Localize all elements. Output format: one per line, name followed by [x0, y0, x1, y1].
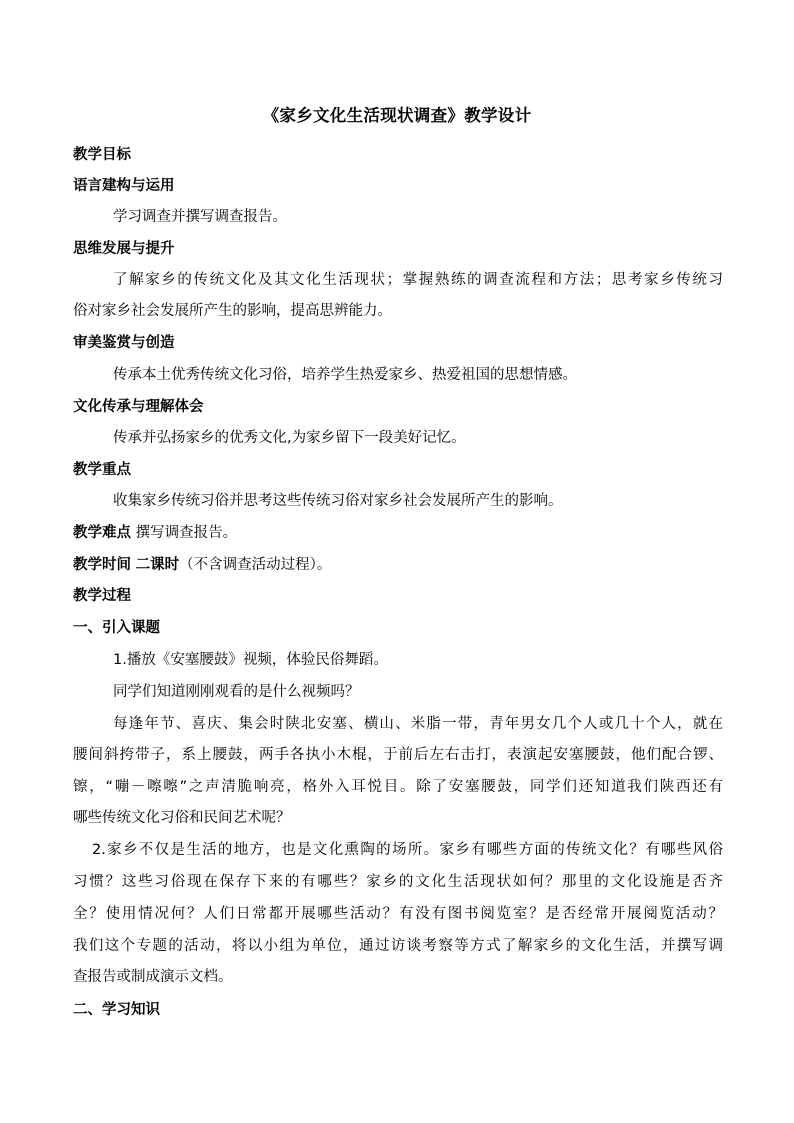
- section-1-item-2-line-3: 全？使用情况何？人们日常都开展哪些活动？有没有图书阅览室？是否经常开展阅览活动？: [73, 906, 723, 922]
- goal-culture-heading: 文化传承与理解体会: [73, 399, 204, 415]
- goal-language-text: 学习调查并撰写调查报告。: [113, 209, 287, 225]
- section-1-para-line-2: 腰间斜挎带子，系上腰鼓，两手各执小木棍，于前后左右击打，表演起安塞腰鼓，他们配合锣、: [73, 747, 723, 763]
- key-points-text: 收集家乡传统习俗并思考这些传统习俗对家乡社会发展所产生的影响。: [113, 493, 563, 509]
- section-1-item-2-line-4: 我们这个专题的活动，将以小组为单位，通过访谈考察等方式了解家乡的文化生活，并撰写调: [73, 938, 723, 954]
- time-note: （不含调查活动过程）。: [179, 557, 332, 573]
- process-heading: 教学过程: [73, 588, 131, 604]
- time-line: [73, 555, 723, 575]
- section-1-question: 同学们知道刚刚观看的是什么视频吗？: [113, 684, 360, 700]
- key-points-heading: 教学重点: [73, 462, 131, 478]
- goals-heading: 教学目标: [73, 147, 131, 163]
- difficulty-text: 撰写调查报告。: [135, 525, 238, 541]
- section-1-item-1: 1.播放《安塞腰鼓》视频，体验民俗舞蹈。: [113, 652, 388, 668]
- goal-thinking-line-1: 了解家乡的传统文化及其文化生活现状；掌握熟练的调查流程和方法；思考家乡传统习: [113, 272, 723, 288]
- section-1-heading: 一、引入课题: [73, 620, 160, 636]
- section-2-heading: 二、学习知识: [73, 1002, 160, 1018]
- section-1-para-line-4: 哪些传统文化习俗和民间艺术呢？: [73, 810, 291, 826]
- document-title: 《家乡文化生活现状调查》教学设计: [262, 106, 532, 125]
- section-1-item-2-line-2: 习惯？这些习俗现在保存下来的有哪些？家乡的文化生活现状如何？那里的文化设施是否齐: [73, 874, 723, 890]
- difficulty-line: [73, 523, 723, 543]
- time-label: 教学时间: [73, 557, 131, 573]
- goal-thinking-heading: 思维发展与提升: [73, 241, 175, 257]
- goal-culture-text: 传承并弘扬家乡的优秀文化,为家乡留下一段美好记忆。: [113, 430, 466, 446]
- goal-language-heading: 语言建构与运用: [73, 178, 175, 194]
- difficulty-label: 教学难点: [73, 525, 131, 541]
- section-1-item-2-line-5: 查报告或制成演示文档。: [73, 969, 233, 985]
- goal-aesthetic-text: 传承本土优秀传统文化习俗，培养学生热爱家乡、热爱祖国的思想情感。: [113, 367, 577, 383]
- goal-aesthetic-heading: 审美鉴赏与创造: [73, 335, 175, 351]
- time-value: 二课时: [135, 557, 180, 573]
- section-1-item-2-line-1: 2.家乡不仅是生活的地方，也是文化熏陶的场所。家乡有哪些方面的传统文化？有哪些风俗: [92, 842, 723, 858]
- goal-thinking-line-2: 俗对家乡社会发展所产生的影响，提高思辨能力。: [73, 303, 392, 319]
- section-1-para-line-1: 每逢年节、喜庆、集会时陕北安塞、横山、米脂一带，青年男女几个人或几十个人，就在: [113, 716, 723, 732]
- section-1-para-line-3: 镲，“嘣－嚓嚓”之声清脆响亮，格外入耳悦目。除了安塞腰鼓，同学们还知道我们陕西还有: [73, 779, 723, 795]
